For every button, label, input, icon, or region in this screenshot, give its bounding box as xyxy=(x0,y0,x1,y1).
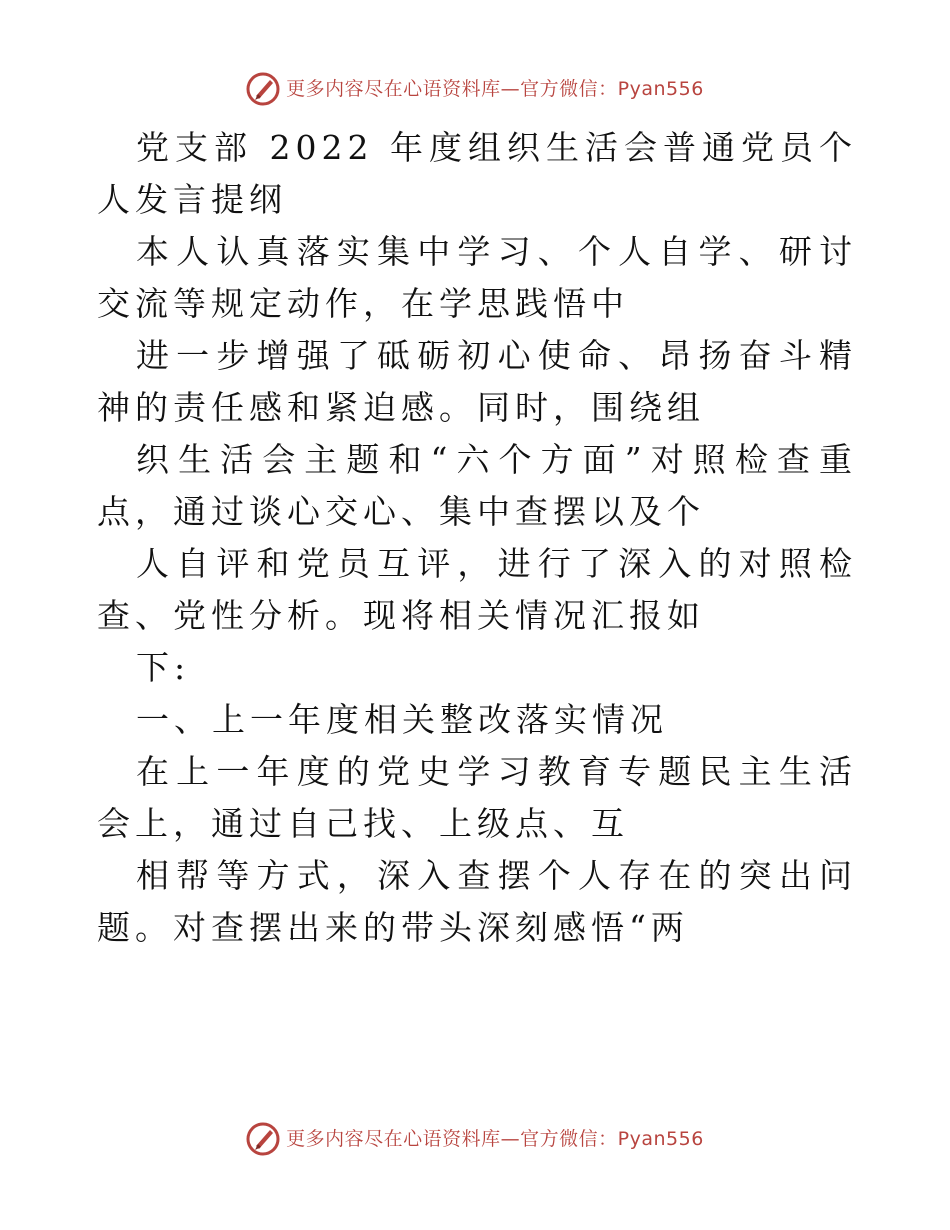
paragraph: 进一步增强了砥砺初心使命、昂扬奋斗精神的责任感和紧迫感。同时，围绕组 xyxy=(97,336,857,427)
watermark-text: 更多内容尽在心语资料库—官方微信：Pyan556 xyxy=(286,1128,704,1150)
document-title: 党支部 2022 年度组织生活会普通党员个人发言提纲 xyxy=(97,128,857,219)
paragraph: 相帮等方式，深入查摆个人存在的突出问题。对查摆出来的带头深刻感悟“两 xyxy=(97,856,857,947)
quill-logo-icon xyxy=(246,1122,280,1156)
paragraph: 织生活会主题和“六个方面”对照检查重点，通过谈心交心、集中查摆以及个 xyxy=(97,440,857,531)
quill-logo-icon xyxy=(246,72,280,106)
paragraph: 人自评和党员互评，进行了深入的对照检查、党性分析。现将相关情况汇报如 xyxy=(97,544,857,635)
watermark-text: 更多内容尽在心语资料库—官方微信：Pyan556 xyxy=(286,78,704,100)
paragraph: 下: xyxy=(136,648,191,687)
watermark-banner-bottom xyxy=(0,1122,950,1156)
document-body xyxy=(97,122,857,954)
section-heading: 一、上一年度相关整改落实情况 xyxy=(136,700,668,739)
watermark-banner-top xyxy=(0,72,950,106)
paragraph: 在上一年度的党史学习教育专题民主生活会上，通过自己找、上级点、互 xyxy=(97,752,857,843)
paragraph: 本人认真落实集中学习、个人自学、研讨交流等规定动作，在学思践悟中 xyxy=(97,232,857,323)
